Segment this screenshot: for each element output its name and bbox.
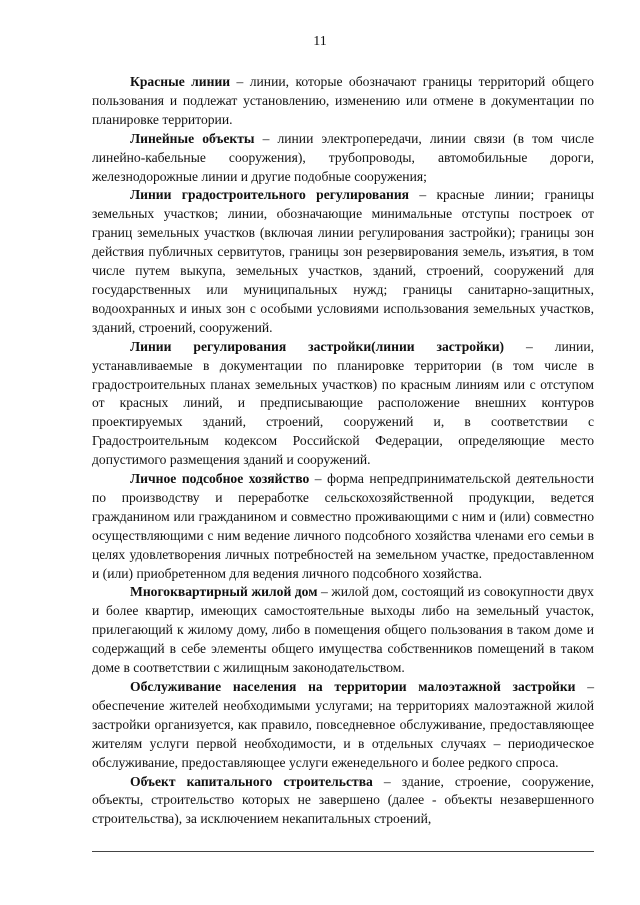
- definition-building-lines: – линии, устанавливаемые в документации по планировке территории (в том числе в градостроительных планах земельных участков) по красным линиям или с отступом от красных линий, и предписывающие расположение внешних контуров проектируемых зданий, строений, сооружений и, в соответствии с Градостроительным кодексом Российской Федерации, определяющие место допустимого размещения зданий и сооружений.: [92, 338, 594, 468]
- paragraph-linear-objects: [92, 130, 594, 187]
- definition-personal-farm: – форма непредпринимательской деятельности по производству и переработке сельскохозяйственной продукции, ведется гражданином или гражданином и совместно проживающими с ним и (или) совместно осуществляющими с ним ведение личного подсобного хозяйства членами его семьи в целях удовлетворения личных потребностей на земельном участке, предоставленном и (или) приобретенном для ведения личного подсобного хозяйства.: [92, 471, 594, 581]
- definition-capital-construction: – здание, строение, сооружение, объекты, строительство которых не завершено (далее - объекты незавершенного строительства), за исключением некапитальных строений,: [92, 773, 595, 827]
- term-population-services: Обслуживание населения на территории малоэтажной застройки: [130, 679, 576, 694]
- bottom-divider: [92, 851, 594, 852]
- document-body: [92, 73, 594, 829]
- term-capital-construction: Объект капитального строительства: [130, 773, 373, 789]
- definition-urban-regulation-lines: – красные линии; границы земельных участков; линии, обозначающие минимальные отступы построек от границ земельных участков (включая линии регулирования застройки); границы зон действия публичных сервитутов, границы зон резервирования земель, изъятия, в том числе путем выкупа, земельных участков, зданий, строений, сооружений для государственных или муниципальных нужд; границы санитарно-защитных, водоохранных и иных зон с особыми условиями использования земельных участков, зданий, строений, сооружений.: [92, 187, 595, 335]
- definition-linear-objects: – линии электропередачи, линии связи (в том числе линейно-кабельные сооружения), трубопроводы, автомобильные дороги, железнодорожные линии и другие подобные сооружения;: [92, 130, 595, 184]
- paragraph-personal-farm: [92, 470, 594, 583]
- definition-apartment-building: – жилой дом, состоящий из совокупности двух и более квартир, имеющих самостоятельные выходы либо на земельный участок, прилегающий к жилому дому, либо в помещения общего пользования в таком доме и содержащий в себе элементы общего имущества собственников помещений в таком доме в соответствии с жилищным законодательством.: [92, 584, 594, 676]
- term-linear-objects: Линейные объекты: [130, 130, 255, 146]
- definition-population-services: – обеспечение жителей необходимыми услугами; на территориях малоэтажной жилой застройки организуется, как правило, повседневное обслуживание, предоставляющее жителям услуги первой необходимости, и в отдельных случаях – периодическое обслуживание, предоставляющее услуги еженедельного и более редкого спроса.: [92, 679, 594, 770]
- term-red-lines: Красные линии: [130, 74, 231, 89]
- paragraph-population-services: [92, 678, 594, 773]
- term-personal-farm: Личное подсобное хозяйство: [130, 471, 310, 487]
- term-urban-regulation-lines: Линии градостроительного регулирования: [130, 187, 410, 203]
- page-number: 11: [313, 34, 327, 49]
- paragraph-apartment-building: [92, 583, 594, 678]
- term-apartment-building: Многоквартирный жилой дом: [130, 584, 318, 600]
- definition-red-lines: – линии, которые обозначают границы территорий общего пользования и подлежат установлению, изменению или отмене в документации по планировке территории.: [92, 74, 594, 127]
- term-building-lines: Линии регулирования застройки(линии застройки): [130, 338, 505, 354]
- paragraph-red-lines: [92, 73, 594, 130]
- paragraph-urban-regulation-lines: [92, 186, 594, 337]
- paragraph-building-lines: [92, 338, 594, 470]
- paragraph-capital-construction: [92, 773, 594, 830]
